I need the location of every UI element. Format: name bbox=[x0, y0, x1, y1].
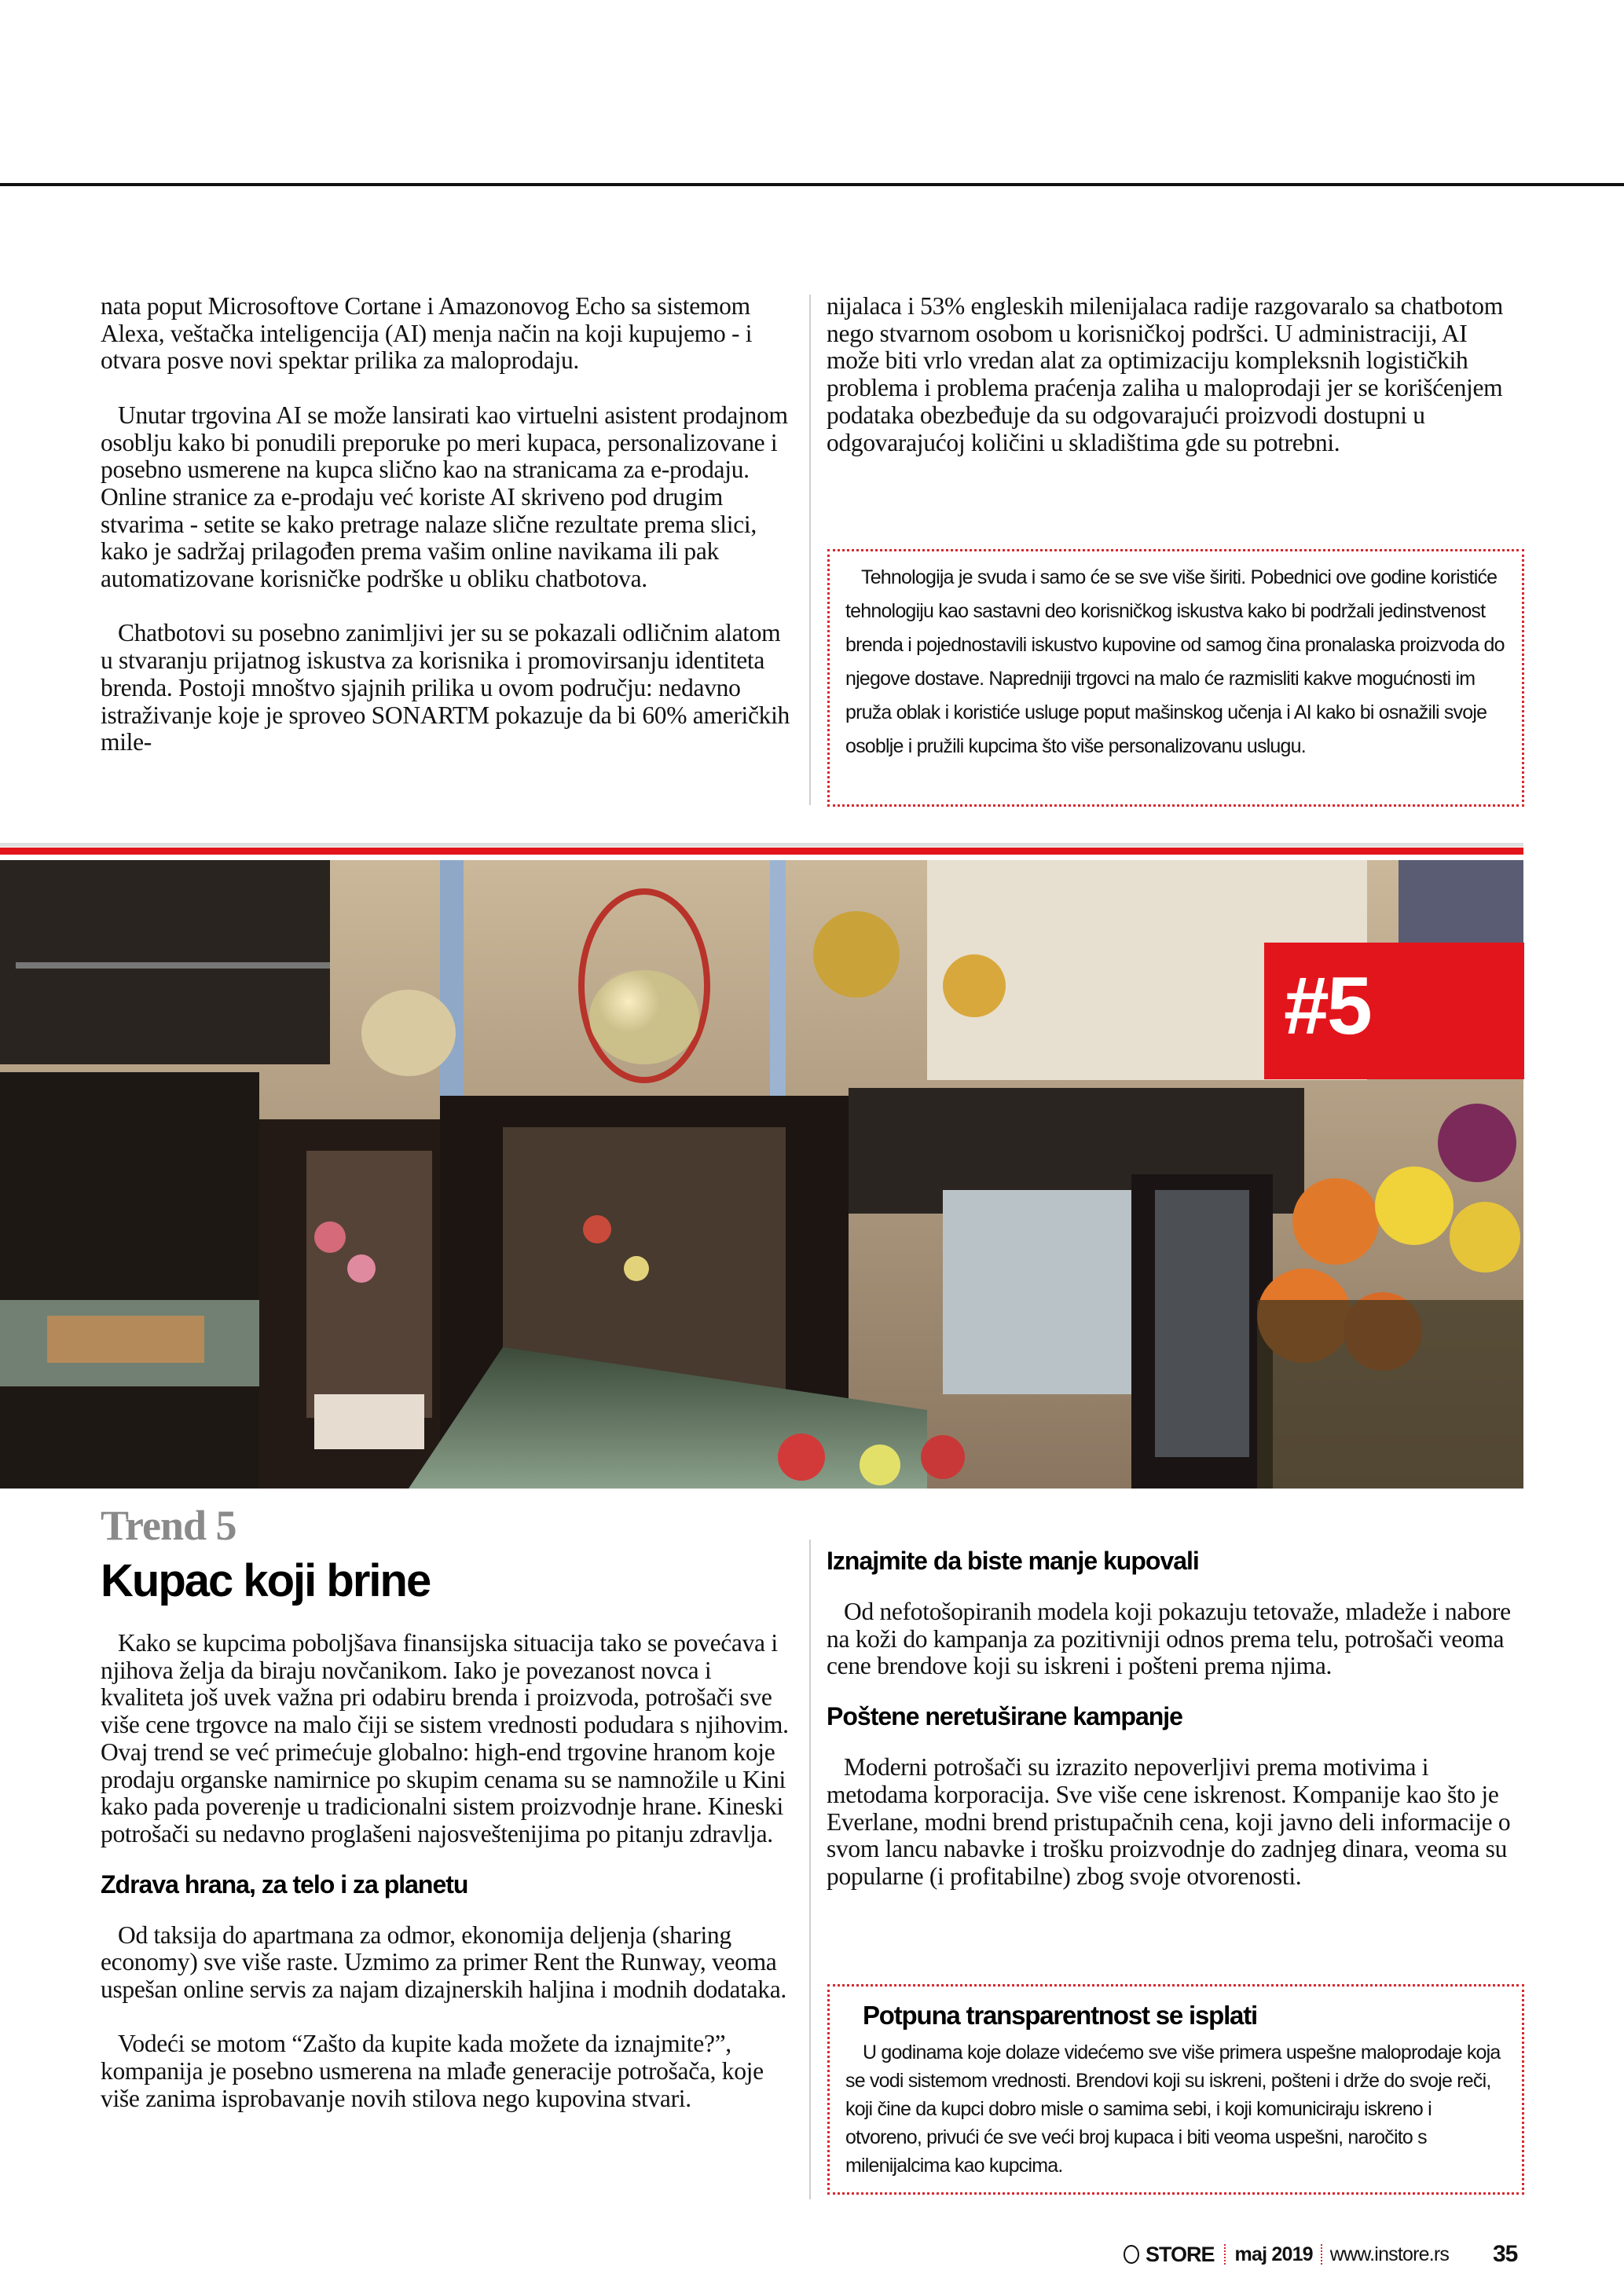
page-footer bbox=[1124, 2239, 1449, 2270]
section-heading: Iznajmite da biste manje kupovali bbox=[827, 1547, 1199, 1575]
callout-box bbox=[827, 1984, 1524, 2195]
body-paragraph: Moderni potrošači su izrazito nepoverljivi prema motivima i metodama korporacija. Sve više cene iskrenost. Kompanije kao što je Everlane, modni brend pristupačnih cena, koji javno deli informacije o svom lancu nabavke i trošku proizvodnje do zadnjeg dinara, veoma su popularne (i profitabilne) zbog svoje otvorenosti. bbox=[827, 1753, 1511, 1890]
page-title: Kupac koji brine bbox=[101, 1555, 431, 1606]
callout-text: Tehnologija je svuda i samo će se sve više širiti. Pobednici ove godine koristiće tehnologiju kao sastavni deo korisničkog iskustva kako bi podržali jedinstvenost brenda i pojednostavili iskustvo kupovine od samog čina pronalaska proizvoda do njegove dostave. Napredniji trgovci na malo će razmisliti kakve mogućnosti im pruža oblak i koristiće usluge poput mašinskog učenja i AI kako bi osnažili svoje osoblje i pružili kupcima što više personalizovanu uslugu. bbox=[845, 566, 1505, 757]
callout-heading: Potpuna transparentnost se isplati bbox=[863, 2001, 1257, 2030]
column-divider bbox=[809, 1540, 811, 2199]
section-rule-red bbox=[0, 848, 1523, 855]
top-left-column bbox=[101, 293, 792, 756]
page-number: 35 bbox=[1493, 2241, 1518, 2267]
trend-kicker: Trend 5 bbox=[101, 1502, 236, 1549]
body-paragraph: Od nefotošopiranih modela koji pokazuju tetovaže, mladeže i nabore na koži do kampanja za pozitivniji odnos prema telu, potrošači veoma cene brendove koji su iskreni i pošteni prema njima. bbox=[827, 1598, 1511, 1680]
footer-issue: maj 2019 bbox=[1234, 2243, 1313, 2265]
body-paragraph: nijalaca i 53% engleskih milenijalaca radije razgovaralo sa chatbotom nego stvarnom osobom u korisničkoj podršci. U administraciji, AI može biti vrlo vredan alat za optimizaciju kompleksnih logističkih problema i problema praćenja zaliha u maloprodaji jer se korišćenjem podataka obezbeđuje da su odgovarajući proizvodi dostupni u odgovarajućoj količini u skladištima gde su potrebni. bbox=[827, 292, 1503, 456]
body-paragraph: Kako se kupcima poboljšava finansijska situacija tako se povećava i njihova želja da biraju novčanikom. Iako je povezanost novca i kvaliteta još uvek važna pri odabiru brenda i proizvoda, potrošači sve više cene trgovce na malo čiji se sistem vrednosti podudara s njihovim. Ovaj trend se već primećuje globalno: high-end trgovine hranom koje prodaju organske namirnice po skupim cenama su se namnožile u Kini kako pada poverenje u tradicionalni sistem proizvodnje hrane. Kineski potrošači su nedavno proglašeni najosveštenijima po pitanju zdravlja. bbox=[101, 1629, 789, 1847]
callout-box bbox=[827, 549, 1524, 807]
body-paragraph: nata poput Microsoftove Cortane i Amazonovog Echo sa sistemom Alexa, veštačka inteligencija (AI) menja način na koji kupujemo - i otvara posve novi spektar prilika za maloprodaju. bbox=[101, 292, 753, 375]
section-heading: Zdrava hrana, za telo i za planetu bbox=[101, 1869, 468, 1899]
logo-icon bbox=[1124, 2245, 1139, 2264]
top-right-column bbox=[827, 293, 1524, 456]
column-divider bbox=[809, 295, 811, 805]
bottom-left-column bbox=[101, 1630, 792, 2113]
footer-separator bbox=[1321, 2244, 1322, 2265]
footer-url[interactable]: www.instore.rs bbox=[1329, 2243, 1450, 2265]
body-paragraph: Chatbotovi su posebno zanimljivi jer su se pokazali odličnim alatom u stvaranju prijatnog iskustva za korisnika i promovirsanju identiteta brenda. Postoji mnoštvo sjajnih prilika u ovom području: nedavno istraživanje koje je sproveo SONARTM pokazuje da bi 60% američkih mile- bbox=[101, 619, 790, 756]
body-paragraph: Od taksija do apartmana za odmor, ekonomija deljenja (sharing economy) sve više raste. Uzmimo za primer Rent the Runway, veoma uspešan online servis za najam dizajnerskih haljina i modnih dodataka. bbox=[101, 1921, 786, 2004]
bottom-right-column bbox=[827, 1543, 1524, 1891]
section-heading: Poštene neretuširane kampanje bbox=[827, 1702, 1182, 1731]
trend-number-badge bbox=[1264, 943, 1524, 1079]
callout-text: U godinama koje dolaze videćemo sve više primera uspešne maloprodaje koja se vodi sistemom vrednosti. Brendovi koji su iskreni, pošteni i drže do svoje reči, koji čine da kupci dobro misle o samima sebi, i koji komuniciraju iskreno i otvoreno, privući će sve veći broj kupaca i biti veoma uspešni, naročito s milenijalcima kao kupcima. bbox=[845, 2041, 1501, 2177]
body-paragraph: Unutar trgovina AI se može lansirati kao virtuelni asistent prodajnom osoblju kako bi ponudili preporuke po meri kupaca, personalizovane i posebno usmerene na kupca slično kao na stranicama za e-prodaju. Online stranice za e-prodaju već koriste AI skriveno pod drugim stvarima - setite se kako pretrage nalaze slične rezultate prema slici, kako je sadržaj prilagođen prema vašim online navikama ili pak automatizovane korisničke podrške u obliku chatbotova. bbox=[101, 401, 788, 593]
trend-number: #5 bbox=[1284, 961, 1370, 1052]
body-paragraph: Vodeći se motom “Zašto da kupite kada možete da iznajmite?”, kompanija je posebno usmerena na mlađe generacije potrošača, koje više zanima isprobavanje novih stilova nego kupovina stvari. bbox=[101, 2030, 764, 2112]
header-rule bbox=[0, 183, 1624, 186]
footer-logo: STORE bbox=[1146, 2242, 1215, 2266]
footer-separator bbox=[1224, 2244, 1226, 2265]
section-rule-gray bbox=[0, 843, 1523, 847]
